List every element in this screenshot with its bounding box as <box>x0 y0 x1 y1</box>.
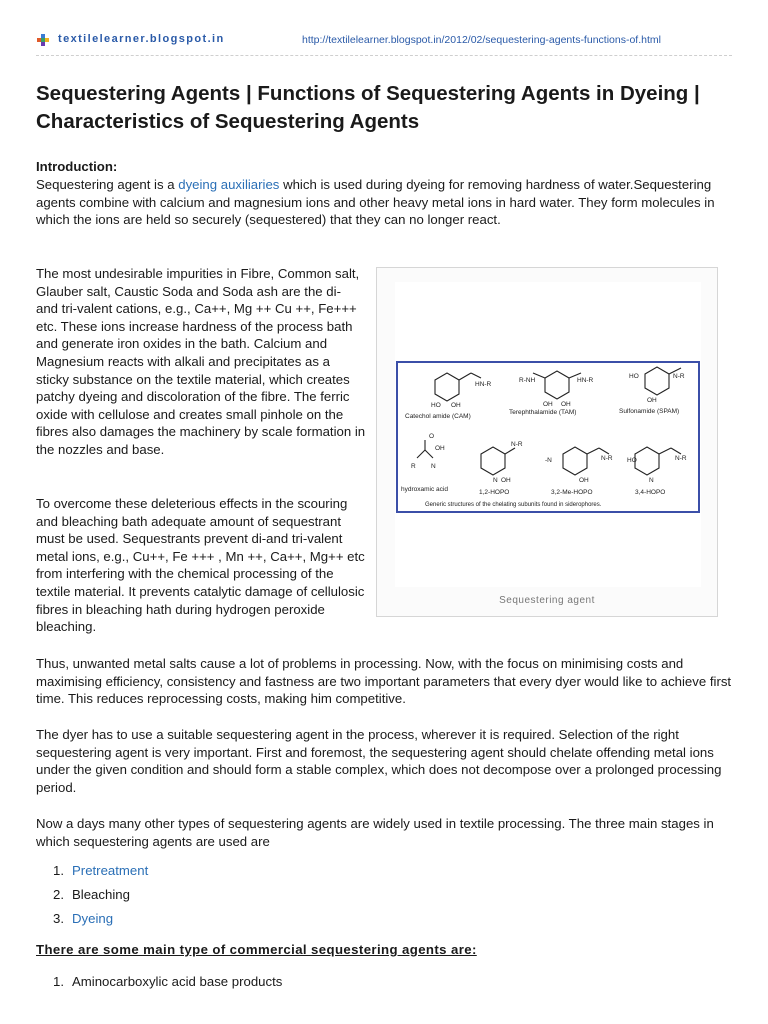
svg-text:OH: OH <box>435 445 445 452</box>
dyeing-link[interactable]: Dyeing <box>72 911 114 926</box>
svg-text:OH: OH <box>451 402 461 409</box>
list-item[interactable]: 1. Pretreatment <box>53 863 149 878</box>
sequestering-agent-figure <box>376 267 718 617</box>
label-32mehopo: 3,2-Me-HOPO <box>551 489 593 496</box>
pretreatment-link[interactable]: Pretreatment <box>72 863 149 878</box>
overcome-paragraph: To overcome these deleterious effects in the scouring and bleaching bath adequate amount of sequestrant must be used. Sequestrants prevent di-and tri-valent metal ions, e.g., Cu++, Fe +++ , Mn ++, Ca++, Mg++ etc from interfering with the chemical processing of the textile material. It prevents catalytic damage of cellulosic fibres in bleaching hath during hydrogen peroxide bleaching. <box>36 496 365 635</box>
intro-paragraph <box>36 176 736 229</box>
label-34hopo: 3,4-HOPO <box>635 489 666 496</box>
label-tam: Terephthalamide (TAM) <box>509 409 577 416</box>
article-title: Sequestering Agents | Functions of Sequestering Agents in Dyeing | Characteristics of Sequestering Agents <box>36 82 700 133</box>
types-list <box>36 970 282 994</box>
impurities-paragraph: The most undesirable impurities in Fibre, Common salt, Glauber salt, Caustic Soda and Soda ash are the di- and tri-valent cations, e.g., Ca++, Mg ++ Cu ++, Fe+++ etc. These ions increase hardness of the process bath and generate iron oxides in the bath. Calcium and Magnesium reacts with alkali and precipitates as a sticky substance on the textile material, which creates patchy dyeing and discoloration of the fibre. The ferric oxide with cellulose and creates small pinhole on the fibres also damages the machinery by scale formation in the nozzles and base. <box>36 266 366 457</box>
site-name[interactable]: textilelearner.blogspot.in <box>58 33 225 45</box>
types-heading: There are some main type of commercial sequestering agents are: <box>36 942 477 957</box>
svg-text:HO: HO <box>629 373 639 380</box>
svg-text:HN-R: HN-R <box>475 381 492 388</box>
svg-text:N: N <box>493 477 498 484</box>
page-url[interactable]: http://textilelearner.blogspot.in/2012/02/sequestering-agents-functions-of.html <box>302 34 661 46</box>
chelating-structures-image <box>395 282 701 587</box>
intro-pre-link: Sequestering agent is a <box>36 177 179 192</box>
list-item[interactable]: 3. Dyeing <box>53 911 114 926</box>
svg-text:R-NH: R-NH <box>519 377 536 384</box>
svg-text:N-R: N-R <box>675 455 687 462</box>
svg-text:HO: HO <box>627 457 637 464</box>
svg-text:OH: OH <box>561 401 571 408</box>
svg-text:OH: OH <box>647 397 657 404</box>
svg-text:N-R: N-R <box>673 373 685 380</box>
intro-heading: Introduction: <box>36 159 118 174</box>
label-12hopo: 1,2-HOPO <box>479 489 510 496</box>
svg-text:HO: HO <box>431 402 441 409</box>
stages-list <box>36 859 148 931</box>
site-logo-icon <box>36 33 50 47</box>
header-divider <box>36 55 732 56</box>
svg-text:R: R <box>411 463 416 470</box>
svg-text:OH: OH <box>501 477 511 484</box>
svg-text:N-R: N-R <box>511 441 523 448</box>
svg-text:O: O <box>429 433 435 440</box>
page-header <box>0 0 768 60</box>
dyeing-auxiliaries-link[interactable]: dyeing auxiliaries <box>178 177 280 192</box>
figure-bottom-label: Generic structures of the chelating subunits found in siderophores. <box>425 502 602 508</box>
svg-text:HN-R: HN-R <box>577 377 594 384</box>
list-item: 2. Bleaching <box>53 887 130 902</box>
svg-text:-N: -N <box>545 457 552 464</box>
intro-post-link: which is used during dyeing for removing hardness of water.Sequestering agents combine with calcium and magnesium ions and other heavy metal ions in hard water. They form molecules in which the ions are held so securely (sequestered) that they can no longer react. <box>36 177 715 228</box>
label-hydroxamic: hydroxamic acid <box>401 486 448 493</box>
svg-text:N: N <box>431 463 436 470</box>
list-item: 1. Aminocarboxylic acid base products <box>53 974 283 989</box>
costs-paragraph: Thus, unwanted metal salts cause a lot of problems in processing. Now, with the focus on minimising costs and maximising efficiency, consistency and fastness are two important parameters that every dyer would like to achieve first time. This reduces reprocessing costs, making him competitive. <box>36 656 732 707</box>
label-spam: Sulfonamide (SPAM) <box>619 408 680 415</box>
svg-text:OH: OH <box>579 477 589 484</box>
figure-caption: Sequestering agent <box>499 595 595 606</box>
label-cam: Catechol amide (CAM) <box>405 413 471 420</box>
svg-text:OH: OH <box>543 401 553 408</box>
svg-text:N: N <box>649 477 654 484</box>
bleaching-item: Bleaching <box>72 887 130 902</box>
stages-paragraph: Now a days many other types of sequestering agents are widely used in textile processing. The three main stages in which sequestering agents are used are <box>36 816 714 849</box>
dyer-paragraph: The dyer has to use a suitable sequestering agent in the process, wherever it is required. Selection of the right sequestering agent is very important. First and foremost, the sequestering agent should chelate offending metal ions under the given condition and should form a stable complex, which does not decompose over a prolonged processing period. <box>36 727 722 795</box>
svg-text:N-R: N-R <box>601 455 613 462</box>
type-item: Aminocarboxylic acid base products <box>72 974 283 989</box>
